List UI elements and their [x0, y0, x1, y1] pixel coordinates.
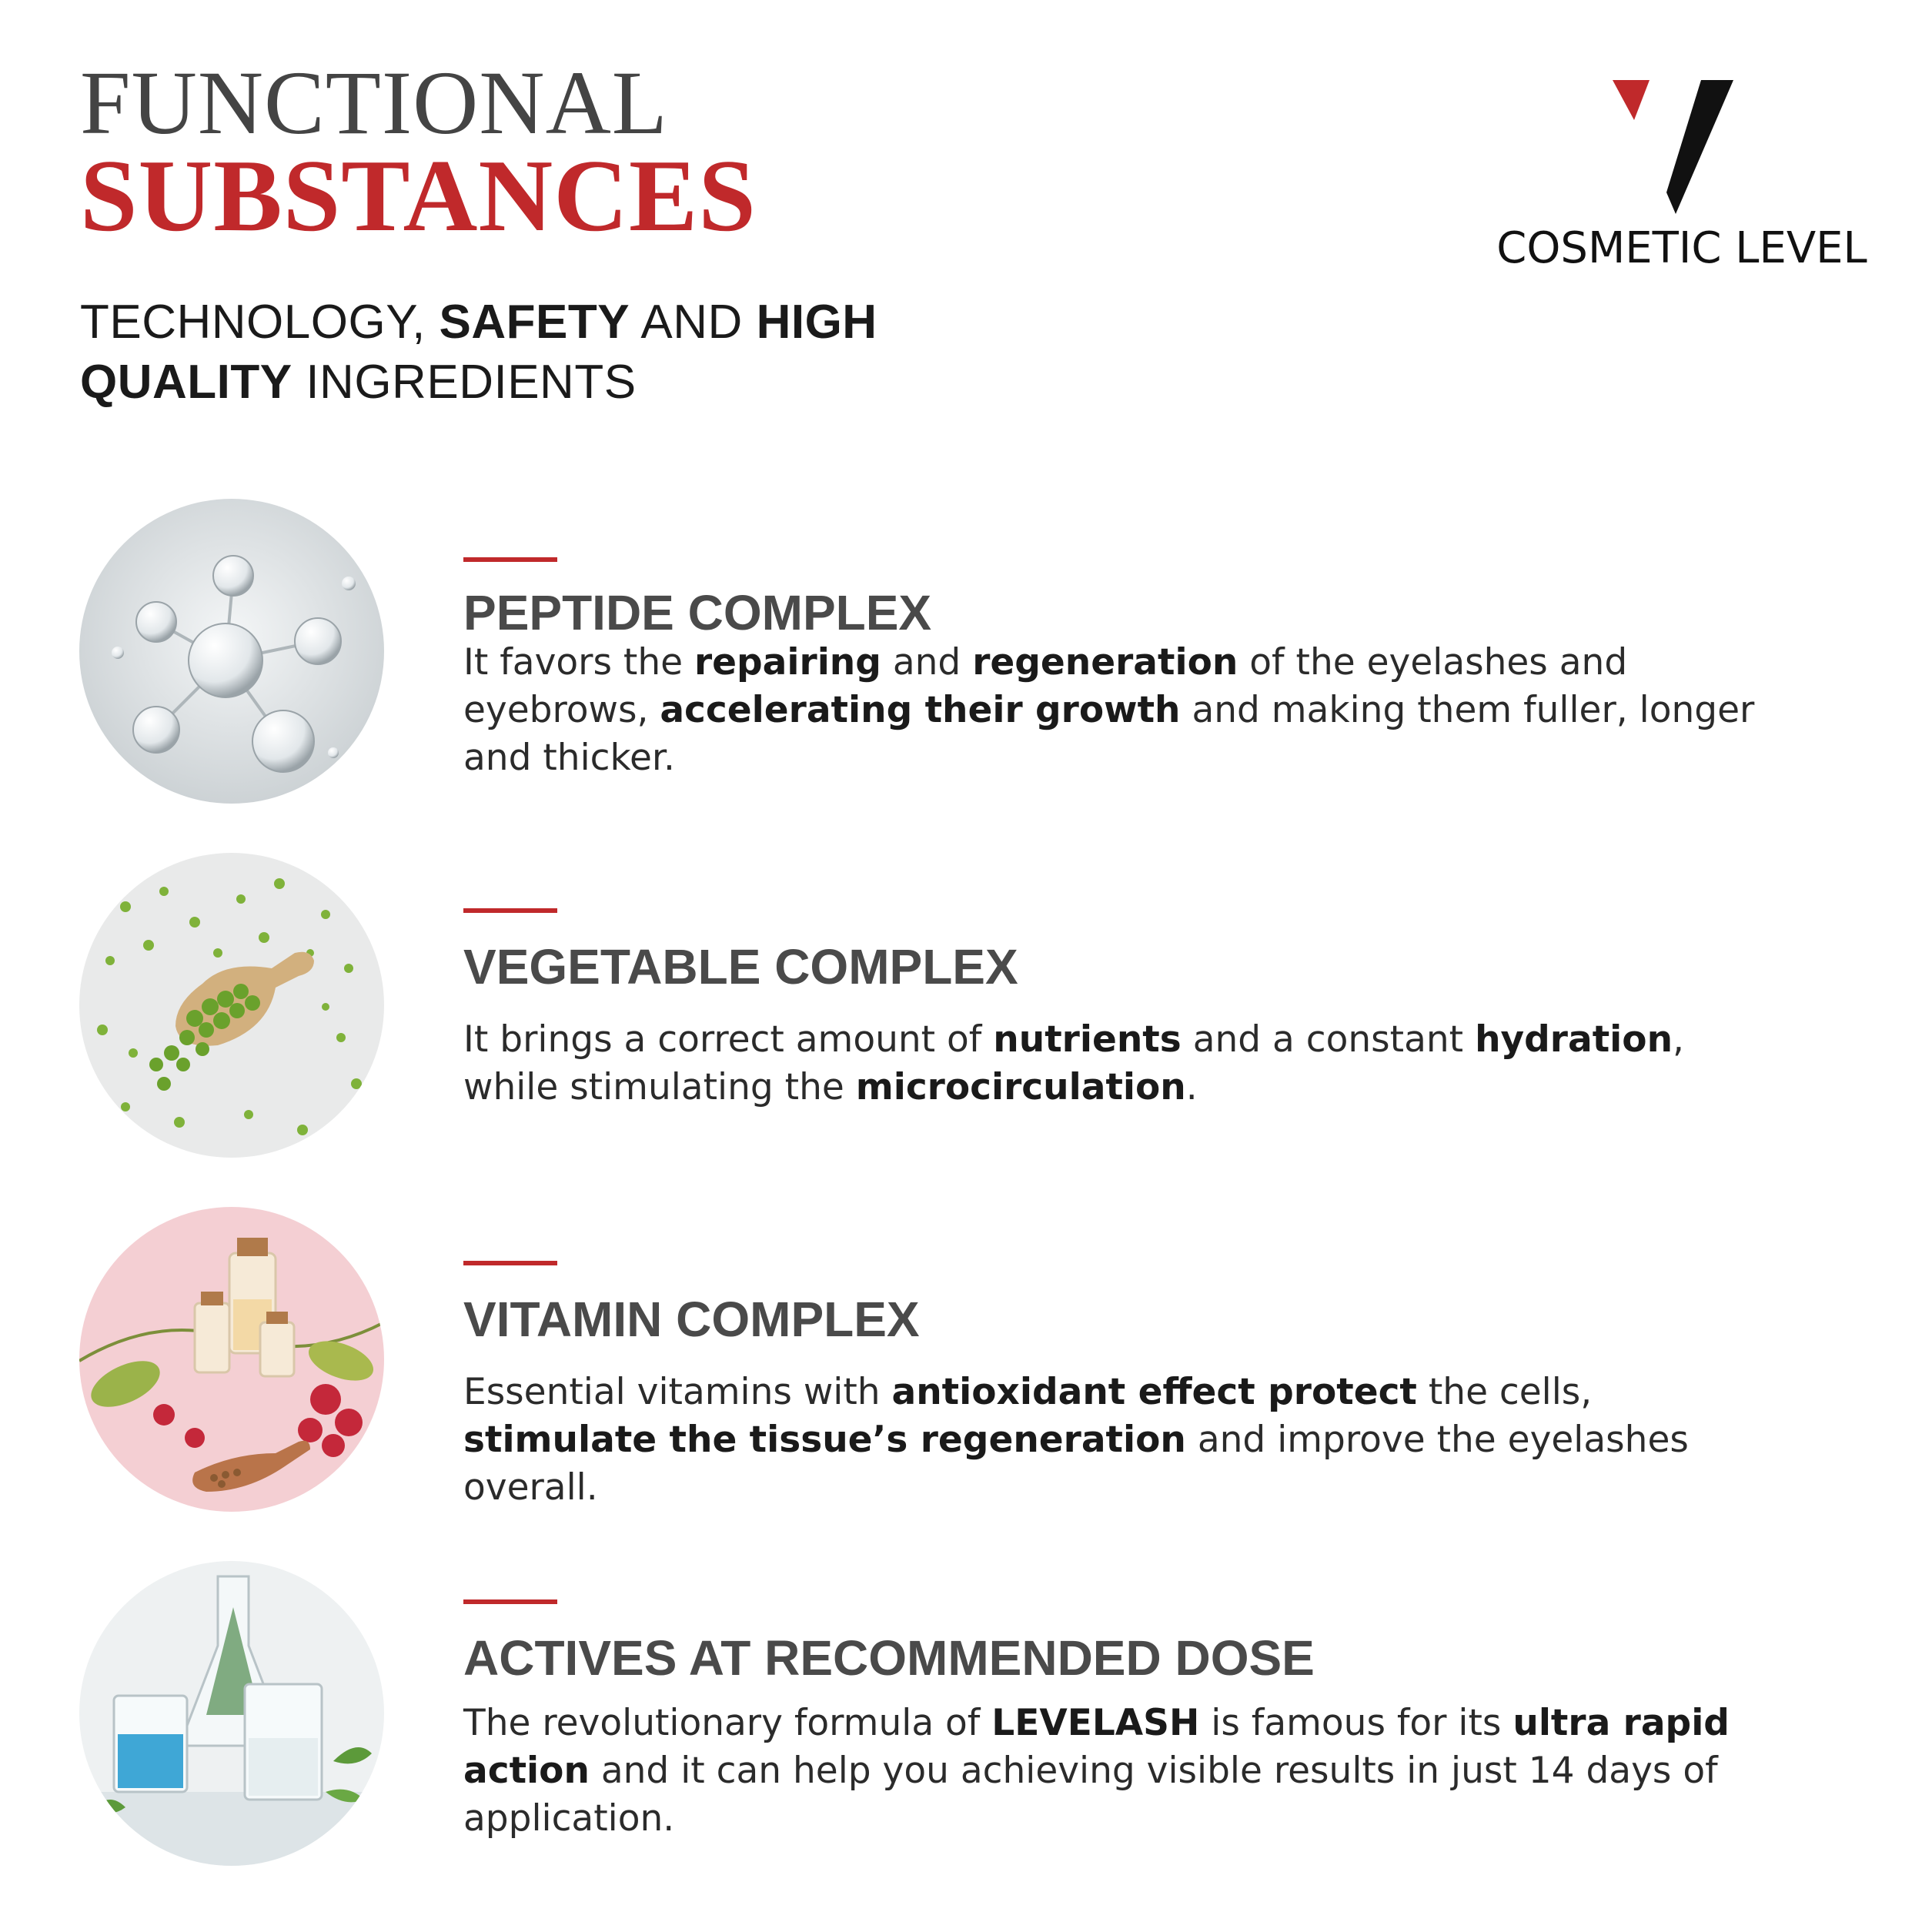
description-emphasis: regeneration [972, 641, 1238, 684]
feature-title: PEPTIDE COMPLEX [463, 585, 932, 640]
description-emphasis: nutrients [993, 1018, 1182, 1061]
feature-peptide-complex [0, 499, 1932, 807]
green-seeds-scoop-photo [79, 853, 384, 1158]
description-emphasis: LEVELASH [991, 1702, 1200, 1744]
feature-description [463, 1016, 1787, 1111]
brand-name: COSMETIC LEVEL [1496, 223, 1867, 273]
description-text: The revolutionary formula of [463, 1702, 992, 1744]
feature-description [463, 1369, 1787, 1512]
grape-seed-oil-photo [79, 1207, 384, 1512]
description-emphasis: accelerating their growth [660, 689, 1181, 731]
feature-description [463, 1700, 1787, 1843]
description-text: and it can help you achieving visible results in just 14 days of application. [463, 1750, 1718, 1840]
description-emphasis: ultra rapid action [463, 1702, 1730, 1792]
description-text: It favors the [463, 641, 694, 684]
description-text: and a constant [1181, 1018, 1476, 1061]
description-text: and [881, 641, 973, 684]
accent-line [463, 908, 557, 913]
description-text: . [1185, 1066, 1198, 1108]
subtitle-bold-1: SAFETY [439, 296, 630, 349]
description-emphasis: hydration [1475, 1018, 1673, 1061]
description-text: and improve the eyelashes overall. [463, 1419, 1689, 1509]
subtitle-bold-2: HIGH QUALITY [80, 296, 877, 409]
subtitle [80, 292, 973, 413]
title-line-2: SUBSTANCES [80, 139, 757, 252]
accent-line [463, 1599, 557, 1604]
feature-title: VITAMIN COMPLEX [463, 1292, 920, 1347]
feature-vegetable-complex [0, 853, 1932, 1161]
description-text: is famous for its [1199, 1702, 1513, 1744]
feature-title: VEGETABLE COMPLEX [463, 939, 1018, 994]
description-text: the cells, [1416, 1371, 1593, 1413]
feature-vitamin-complex [0, 1207, 1932, 1515]
feature-actives-dose [0, 1561, 1932, 1869]
feature-description [463, 639, 1787, 782]
description-text: Essential vitamins with [463, 1371, 892, 1413]
description-text: and making them fuller, longer and thicker. [463, 689, 1755, 779]
molecule-bubbles-photo [79, 499, 384, 804]
brand-logo [1493, 77, 1870, 277]
subtitle-text-3: INGREDIENTS [292, 356, 637, 409]
description-emphasis: repairing [694, 641, 881, 684]
title-line-1: FUNCTIONAL [80, 52, 668, 153]
description-text: It brings a correct amount of [463, 1018, 994, 1061]
description-emphasis: antioxidant effect protect [891, 1371, 1417, 1413]
brand-mark-icon [1613, 77, 1743, 219]
subtitle-text-1: TECHNOLOGY, [80, 296, 440, 349]
page-title [80, 52, 757, 252]
lab-glassware-photo [79, 1561, 384, 1866]
accent-line [463, 557, 557, 562]
feature-title: ACTIVES AT RECOMMENDED DOSE [463, 1630, 1315, 1686]
description-text: of the eyelashes and eyebrows, [463, 641, 1628, 731]
accent-line [463, 1261, 557, 1265]
subtitle-text-2: AND [630, 296, 757, 349]
description-emphasis: stimulate the tissue’s regeneration [463, 1419, 1186, 1461]
description-text: , while stimulating the [463, 1018, 1684, 1108]
description-emphasis: microcirculation [855, 1066, 1186, 1108]
